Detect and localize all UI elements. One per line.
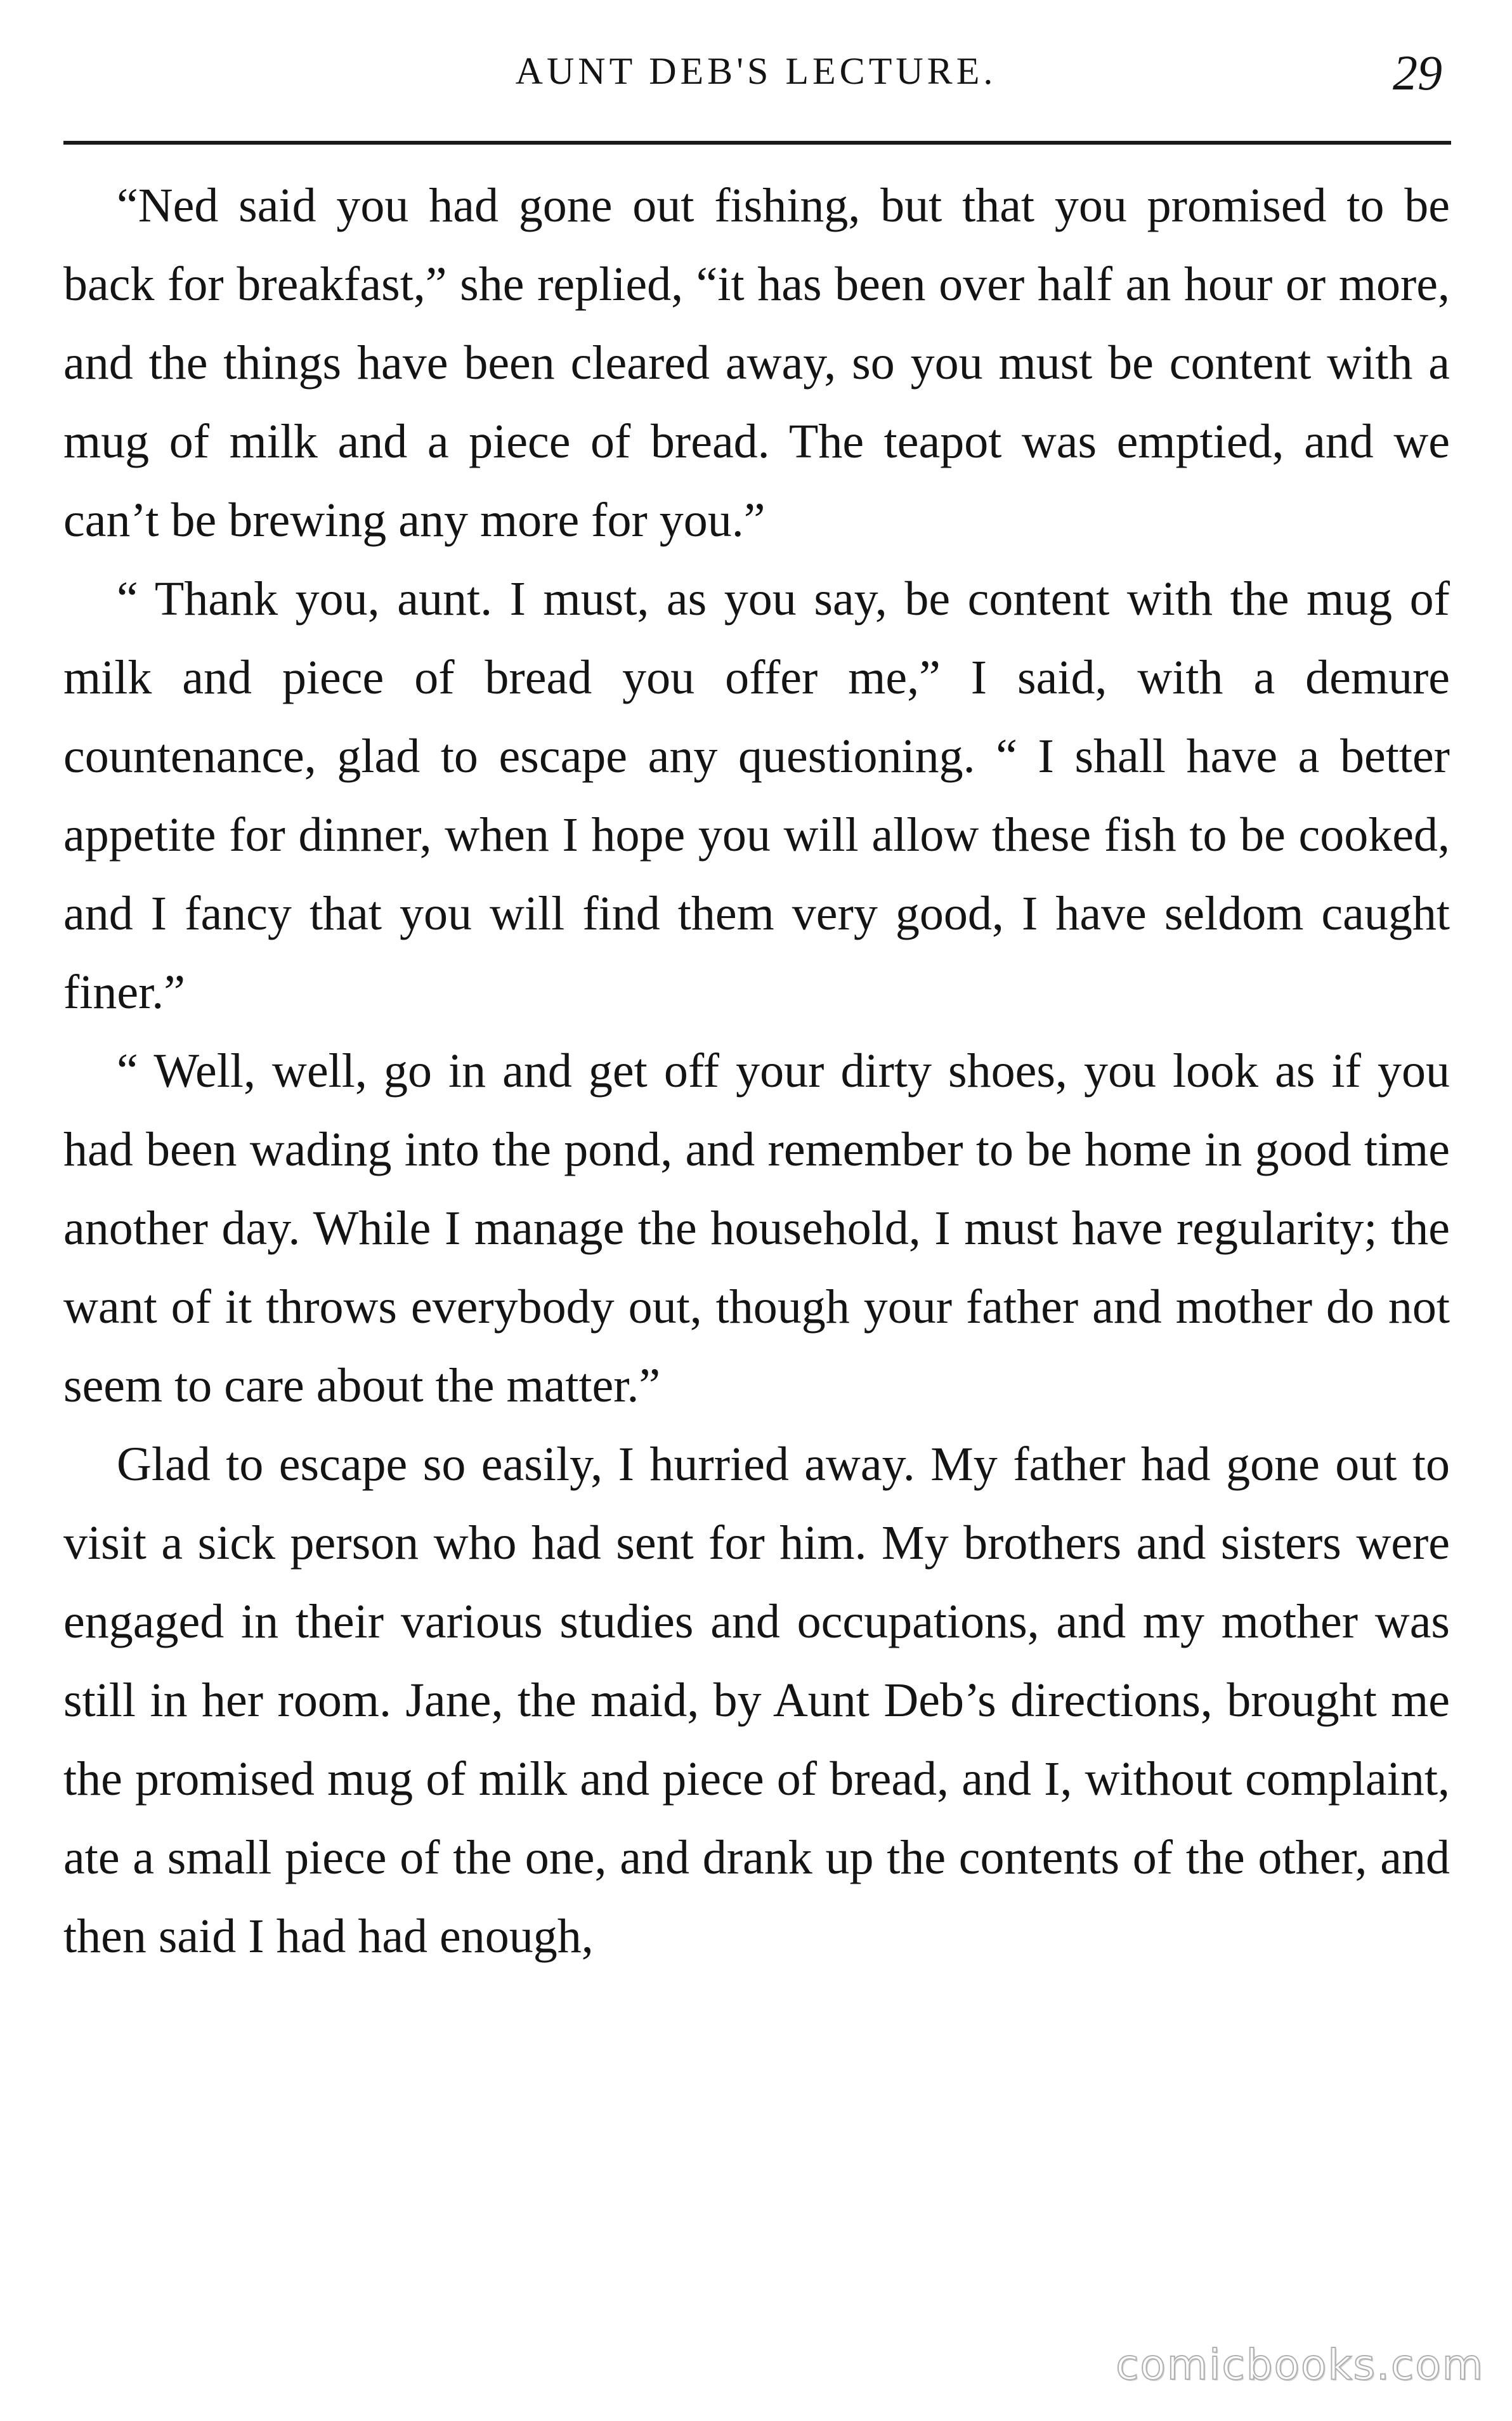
paragraph: “ Well, well, go in and get off your dirty shoes, you look as if you had been wading into the pond, and remember to be home in good time another day. While I manage the household, I must have regularity; the want of it throws everybody out, though your father and mother do not seem to care about the matter.” — [63, 1044, 1450, 1412]
body-text — [63, 166, 1450, 1976]
paragraph: “ Thank you, aunt. I must, as you say, be content with the mug of milk and piece of bread you offer me,” I said, with a demure countenance, glad to escape any questioning. “ I shall have a better appetite for dinner, when I hope you will allow these fish to be cooked, and I fancy that you will find them very good, I have seldom caught finer.” — [63, 572, 1450, 1019]
page-number: 29 — [1393, 45, 1442, 100]
running-title: AUNT DEB'S LECTURE. — [515, 50, 997, 92]
paragraph: Glad to escape so easily, I hurried away. My father had gone out to visit a sick person who had sent for him. My brothers and sisters were engaged in their various studies and occupations, and my mother was still in her room. Jane, the maid, by Aunt Deb’s directions, brought me the promised mug of milk and piece of bread, and I, without complaint, ate a small piece of the one, and drank up the contents of the other, and then said I had had enough, — [63, 1438, 1450, 1963]
watermark: comicbooks.com — [1116, 2340, 1484, 2389]
paragraph: “Ned said you had gone out fishing, but that you promised to be back for breakfast,” she replied, “it has been over half an hour or more, and the things have been cleared away, so you must be content with a mug of milk and a piece of bread. The teapot was emptied, and we can’t be brewing any more for you.” — [63, 179, 1450, 547]
header-rule — [63, 141, 1451, 145]
running-head — [63, 44, 1449, 114]
